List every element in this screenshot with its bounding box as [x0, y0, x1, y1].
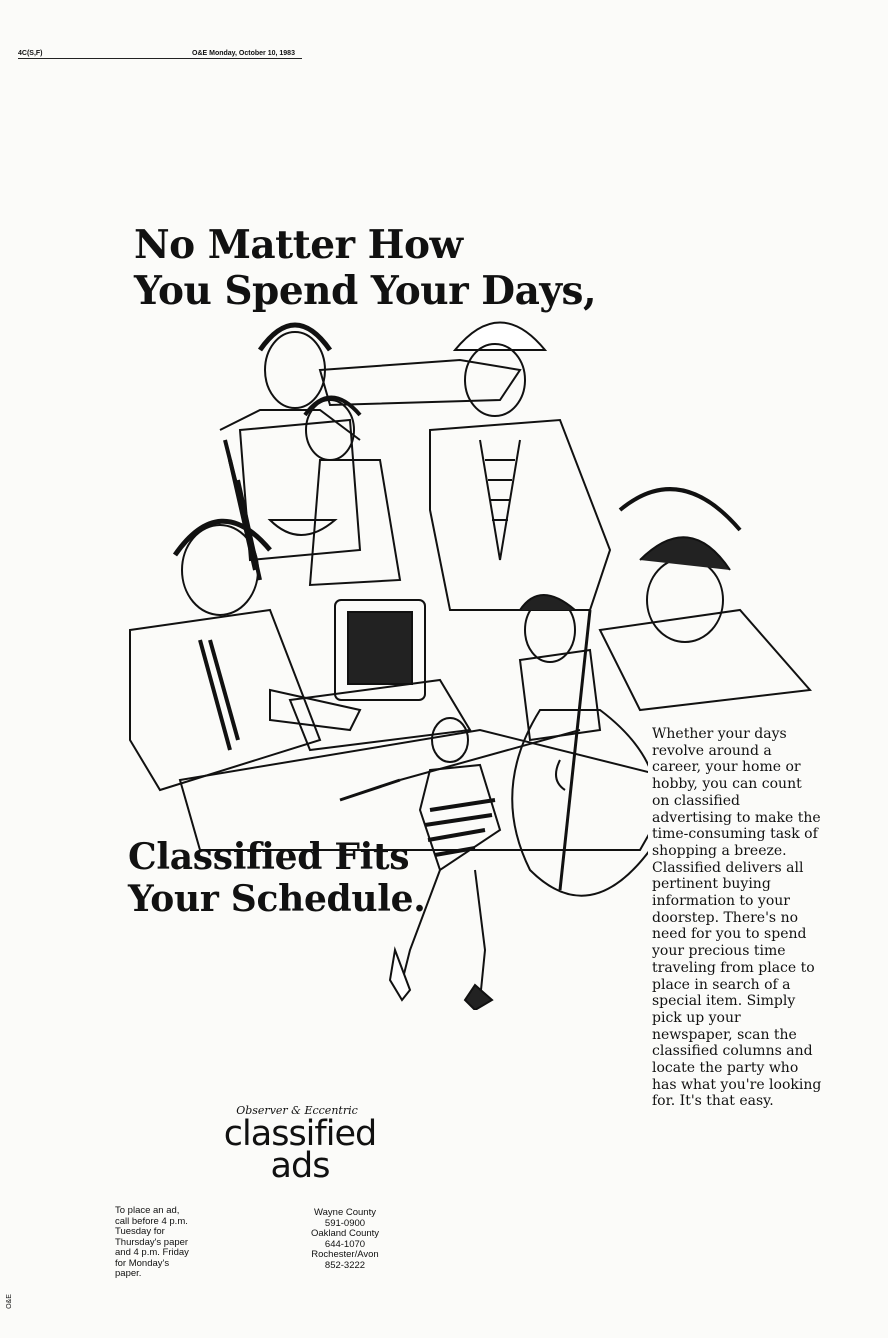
headline-top	[134, 222, 654, 314]
logo-word-ads: ads	[270, 1146, 330, 1186]
phone-region-rochester: Rochester/Avon	[311, 1249, 379, 1260]
phone-number-oakland: 644-1070	[324, 1238, 366, 1250]
logo-masthead: Observer & Eccentric	[236, 1104, 358, 1117]
phone-region-wayne: Wayne County	[314, 1207, 376, 1218]
instructions-line: paper.	[115, 1268, 142, 1279]
instructions-line: call before 4 p.m.	[115, 1215, 188, 1227]
logo-word-classified: classified	[223, 1114, 377, 1154]
margin-mark: O&E	[5, 1294, 13, 1309]
instructions-line: To place an ad,	[115, 1205, 180, 1216]
page-number: 4C(S,F)	[18, 50, 43, 57]
instructions-line: Thursday's paper	[115, 1236, 189, 1248]
phone-number-rochester: 852-3222	[324, 1259, 366, 1271]
header-rule	[18, 58, 302, 59]
headline-bottom-line-2: Your Schedule.	[128, 878, 426, 920]
headline-bottom-line-1: Classified Fits	[128, 836, 410, 878]
ad-deadline-instructions	[115, 1206, 225, 1280]
publication-date-line: O&E Monday, October 10, 1983	[192, 50, 295, 57]
classified-ads-logo	[210, 1104, 390, 1186]
phone-number-wayne: 591-0900	[324, 1217, 366, 1229]
headline-bottom	[128, 836, 488, 920]
instructions-line: and 4 p.m. Friday	[115, 1247, 189, 1258]
instructions-line: Tuesday for	[115, 1226, 165, 1237]
phone-numbers	[300, 1208, 390, 1271]
headline-top-line-2: You Spend Your Days,	[134, 268, 597, 314]
instructions-line: for Monday's	[115, 1257, 170, 1269]
headline-top-line-1: No Matter How	[134, 222, 463, 268]
phone-region-oakland: Oakland County	[310, 1228, 380, 1239]
body-copy: Whether your days revolve around a career, your home or hobby, you can count on classified advertising to make the time-consuming task of shopping a breeze. Classified delivers all pertinent buying information to your doorstep. There's no need for you to spend your precious time traveling from place to place in search of a special item. Simply pick up your newspaper, scan the classified columns and locate the party who has what you're looking for. It's that easy.	[648, 724, 826, 1112]
